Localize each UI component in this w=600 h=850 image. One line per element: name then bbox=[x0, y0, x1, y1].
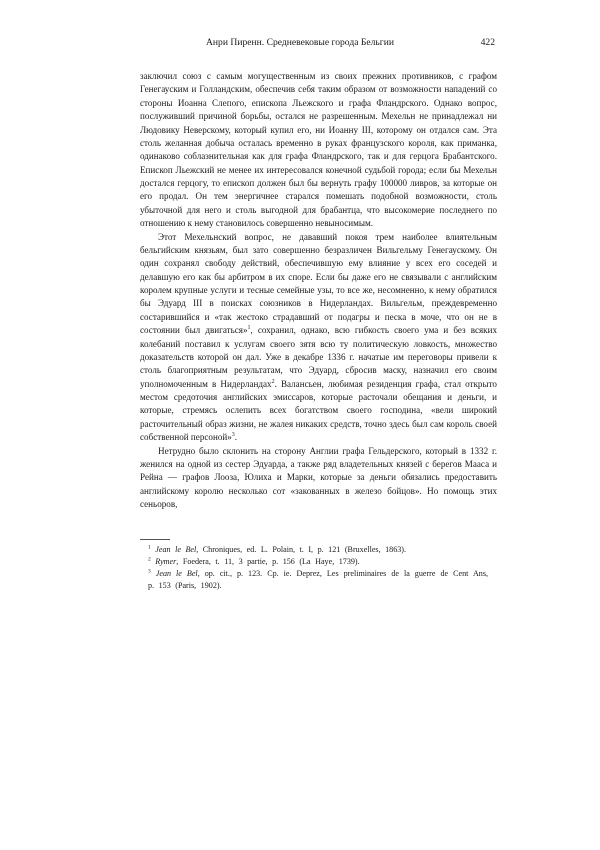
paragraph-2-part-d: . bbox=[234, 432, 238, 443]
document-page bbox=[140, 0, 497, 850]
footnote-2 bbox=[148, 556, 488, 567]
running-title: Анри Пиренн. Средневековые города Бельгии bbox=[206, 37, 394, 48]
footnote-1-text: , Chroniques, ed. L. Polain, t. I, p. 121 (Bruxelles, 1863). bbox=[196, 545, 407, 554]
footnote-1-mark: 1 bbox=[148, 544, 151, 551]
footnotes bbox=[148, 544, 488, 592]
footnote-1 bbox=[148, 544, 488, 555]
paragraph-2-part-c: . Валансьен, любимая резиденция графа, стал открыто местом средоточия английских эмиссаров, которые расточали обещания и деньги, и которые, стремясь ослепить всех богатством своего господина, «вели широкий расточительный образ жизни, не жалея никаких средств, точно здесь был сам король своей собственной персоной» bbox=[140, 378, 497, 443]
footnote-2-author: Rymer bbox=[155, 557, 177, 567]
body-text bbox=[140, 70, 497, 511]
paragraph-1: заключил союз с самым могущественным из своих прежних противников, с графом Генегауским и Голландским, обеспечив себя таким образом от возможности нападений со стороны Иоанна Слепого, епископа Льежского и графа Фландрского. Однако вопрос, послуживший причиной борьбы, остался не разрешенным. Мехельн не принадлежал ни Людовику Неверскому, который купил его, ни Иоанну III, которому он отдался сам. Эта столь желанная добыча осталась временно в руках французского короля, как приманка, одинаково соблазнительная как для графа Фландрского, так и для герцога Брабантского. Епископ Льежский не менее их интересовался конечной судьбой города; если бы Мехельн достался герцогу, то епископ должен был бы вернуть графу 100000 ливров, за которые он его продал. Он тем энергичнее старался помешать подобной возможности, столь убыточной для него и столь выгодной для брабантца, что высокомерие последнего по отношению к нему становилось совершенно невыносимым. bbox=[140, 71, 497, 229]
page-number: 422 bbox=[480, 37, 495, 48]
footnote-1-author: Jean le Bel bbox=[155, 545, 197, 554]
paragraph-2 bbox=[140, 231, 497, 445]
paragraph-3: Нетрудно было склонить на сторону Англии графа Гельдерского, который в 1332 г. женился на одной из сестер Эдуарда, а также ряд владетельных князей с берегов Мааса и Рейна — графов Лооза, Юлиха и Марки, которые за деньги обязались предоставить английскому королю несколько сот «закованных в железо бойцов». Но помощь этих сеньоров, bbox=[140, 445, 497, 509]
footnote-separator bbox=[140, 539, 170, 540]
footnote-ref-2: 2 bbox=[271, 378, 275, 385]
footnote-2-mark: 2 bbox=[148, 556, 151, 563]
footnote-ref-3: 3 bbox=[231, 432, 235, 439]
footnote-2-text: , Foedera, t. 11, 3 partie, p. 156 (La Haye, 1739). bbox=[176, 557, 360, 567]
footnote-ref-1: 1 bbox=[247, 325, 251, 332]
footnote-3-text: , op. cit., p. 123. Cp. ie. Deprez, Les preliminaires de la guerre de Cent Ans, p. 153 (Paris, 1902). bbox=[148, 569, 489, 590]
paragraph-2-part-a: Этот Мехельнский вопрос, не дававший покоя трем наиболее влиятельным бельгийским князьям, был зато совершенно безразличен Вильгельму Генегаускому. Он один сохранял свободу действий, обеспечившую ему влияние у всех его соседей и делавшую его как бы арбитром в их споре. Если бы даже его не связывали с английским королем крупные услуги и тесные семейные узы, то все же, несомненно, к нему обратился бы Эдуард III в поисках союзников в Нидерландах. Вильгельм, преждевременно состарившийся и «так жестоко страдавший от подагры и песка в моче, что он не в состоянии был двигаться» bbox=[140, 231, 497, 336]
footnote-3-mark: 3 bbox=[148, 568, 151, 575]
footnote-3 bbox=[148, 568, 488, 591]
paragraph-2-part-b: , сохранил, однако, всю гибкость своего ума и без всяких колебаний поставил к услугам своего зятя всю ту политическую ловкость, множество доказательств которой он дал. Уже в декабре 1336 г. начатые им переговоры привели к столь благоприятным результатам, что Эдуард, сбросив маску, назначил его своим уполномоченным в Нидерландах bbox=[140, 325, 498, 389]
footnote-3-author: Jean le Bel bbox=[155, 569, 198, 579]
